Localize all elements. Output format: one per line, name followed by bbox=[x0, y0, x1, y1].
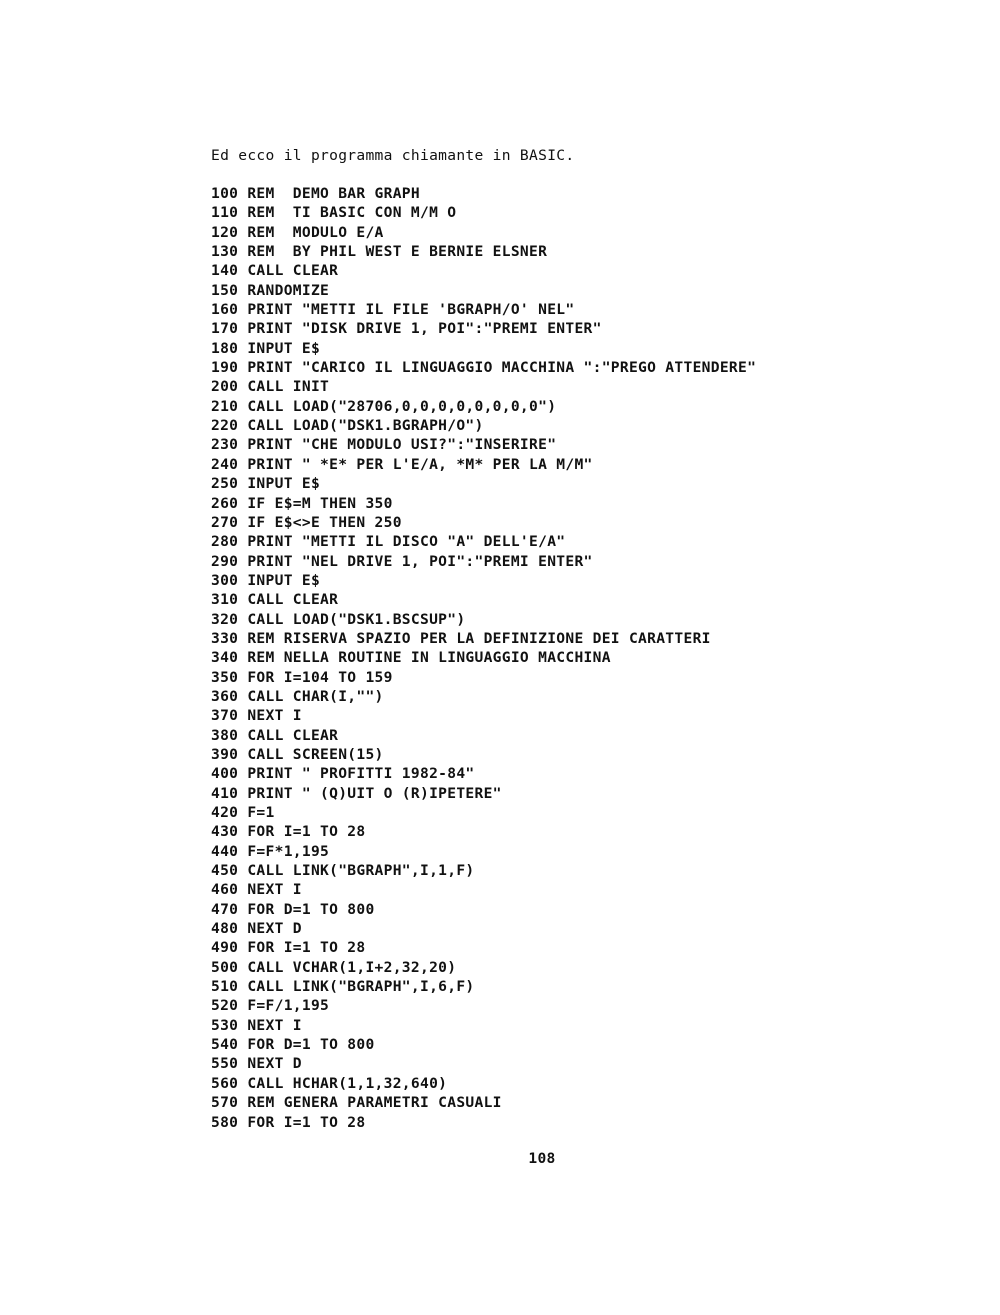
code-line: 210 CALL LOAD("28706,0,0,0,0,0,0,0,0") bbox=[211, 397, 557, 415]
code-line: 200 CALL INIT bbox=[211, 378, 330, 396]
code-line: 400 PRINT " PROFITTI 1982-84" bbox=[211, 765, 475, 783]
code-line: 370 NEXT I bbox=[211, 707, 302, 725]
code-line: 170 PRINT "DISK DRIVE 1, POI":"PREMI ENTER" bbox=[211, 320, 602, 338]
code-line: 100 REM DEMO BAR GRAPH bbox=[211, 185, 420, 202]
code-line: 220 CALL LOAD("DSK1.BGRAPH/O") bbox=[211, 417, 484, 435]
basic-program-listing bbox=[211, 184, 756, 1132]
code-line: 520 F=F/1,195 bbox=[211, 997, 330, 1015]
intro-text: Ed ecco il programma chiamante in BASIC. bbox=[211, 147, 575, 164]
code-line: 470 FOR D=1 TO 800 bbox=[211, 900, 375, 918]
code-line: 290 PRINT "NEL DRIVE 1, POI":"PREMI ENTER" bbox=[211, 552, 593, 570]
code-line: 130 REM BY PHIL WEST E BERNIE ELSNER bbox=[211, 243, 548, 261]
code-line: 160 PRINT "METTI IL FILE 'BGRAPH/O' NEL" bbox=[211, 301, 575, 319]
code-line: 140 CALL CLEAR bbox=[211, 262, 339, 280]
code-line: 580 FOR I=1 TO 28 bbox=[211, 1113, 366, 1131]
code-line: 110 REM TI BASIC CON M/M O bbox=[211, 204, 457, 222]
code-line: 490 FOR I=1 TO 28 bbox=[211, 939, 366, 957]
code-line: 460 NEXT I bbox=[211, 881, 302, 899]
code-line: 560 CALL HCHAR(1,1,32,640) bbox=[211, 1074, 448, 1092]
code-line: 310 CALL CLEAR bbox=[211, 591, 339, 609]
code-line: 260 IF E$=M THEN 350 bbox=[211, 494, 393, 512]
code-line: 570 REM GENERA PARAMETRI CASUALI bbox=[211, 1094, 502, 1112]
code-line: 510 CALL LINK("BGRAPH",I,6,F) bbox=[211, 978, 475, 996]
code-line: 280 PRINT "METTI IL DISCO "A" DELL'E/A" bbox=[211, 533, 566, 551]
code-line: 440 F=F*1,195 bbox=[211, 842, 330, 860]
code-line: 550 NEXT D bbox=[211, 1055, 302, 1073]
code-line: 380 CALL CLEAR bbox=[211, 726, 339, 744]
code-line: 360 CALL CHAR(I,"") bbox=[211, 687, 384, 705]
code-line: 240 PRINT " *E* PER L'E/A, *M* PER LA M/M" bbox=[211, 455, 593, 473]
code-line: 190 PRINT "CARICO IL LINGUAGGIO MACCHINA ":"PREGO ATTENDERE" bbox=[211, 359, 757, 377]
code-line: 420 F=1 bbox=[211, 804, 275, 821]
code-line: 120 REM MODULO E/A bbox=[211, 223, 384, 241]
code-line: 250 INPUT E$ bbox=[211, 475, 321, 493]
code-line: 480 NEXT D bbox=[211, 920, 302, 938]
code-line: 390 CALL SCREEN(15) bbox=[211, 745, 384, 763]
code-line: 350 FOR I=104 TO 159 bbox=[211, 668, 393, 686]
code-line: 300 INPUT E$ bbox=[211, 571, 321, 589]
code-line: 180 INPUT E$ bbox=[211, 339, 321, 357]
code-line: 320 CALL LOAD("DSK1.BSCSUP") bbox=[211, 610, 466, 628]
page-number: 108 bbox=[528, 1150, 556, 1167]
code-line: 340 REM NELLA ROUTINE IN LINGUAGGIO MACCHINA bbox=[211, 649, 611, 667]
code-line: 270 IF E$<>E THEN 250 bbox=[211, 513, 402, 531]
code-line: 330 REM RISERVA SPAZIO PER LA DEFINIZIONE DEI CARATTERI bbox=[211, 629, 711, 647]
code-line: 230 PRINT "CHE MODULO USI?":"INSERIRE" bbox=[211, 436, 557, 454]
code-line: 430 FOR I=1 TO 28 bbox=[211, 823, 366, 841]
code-line: 530 NEXT I bbox=[211, 1016, 302, 1034]
code-line: 450 CALL LINK("BGRAPH",I,1,F) bbox=[211, 862, 475, 880]
code-line: 150 RANDOMIZE bbox=[211, 281, 330, 299]
code-line: 410 PRINT " (Q)UIT O (R)IPETERE" bbox=[211, 784, 502, 802]
code-line: 500 CALL VCHAR(1,I+2,32,20) bbox=[211, 958, 457, 976]
code-line: 540 FOR D=1 TO 800 bbox=[211, 1036, 375, 1054]
